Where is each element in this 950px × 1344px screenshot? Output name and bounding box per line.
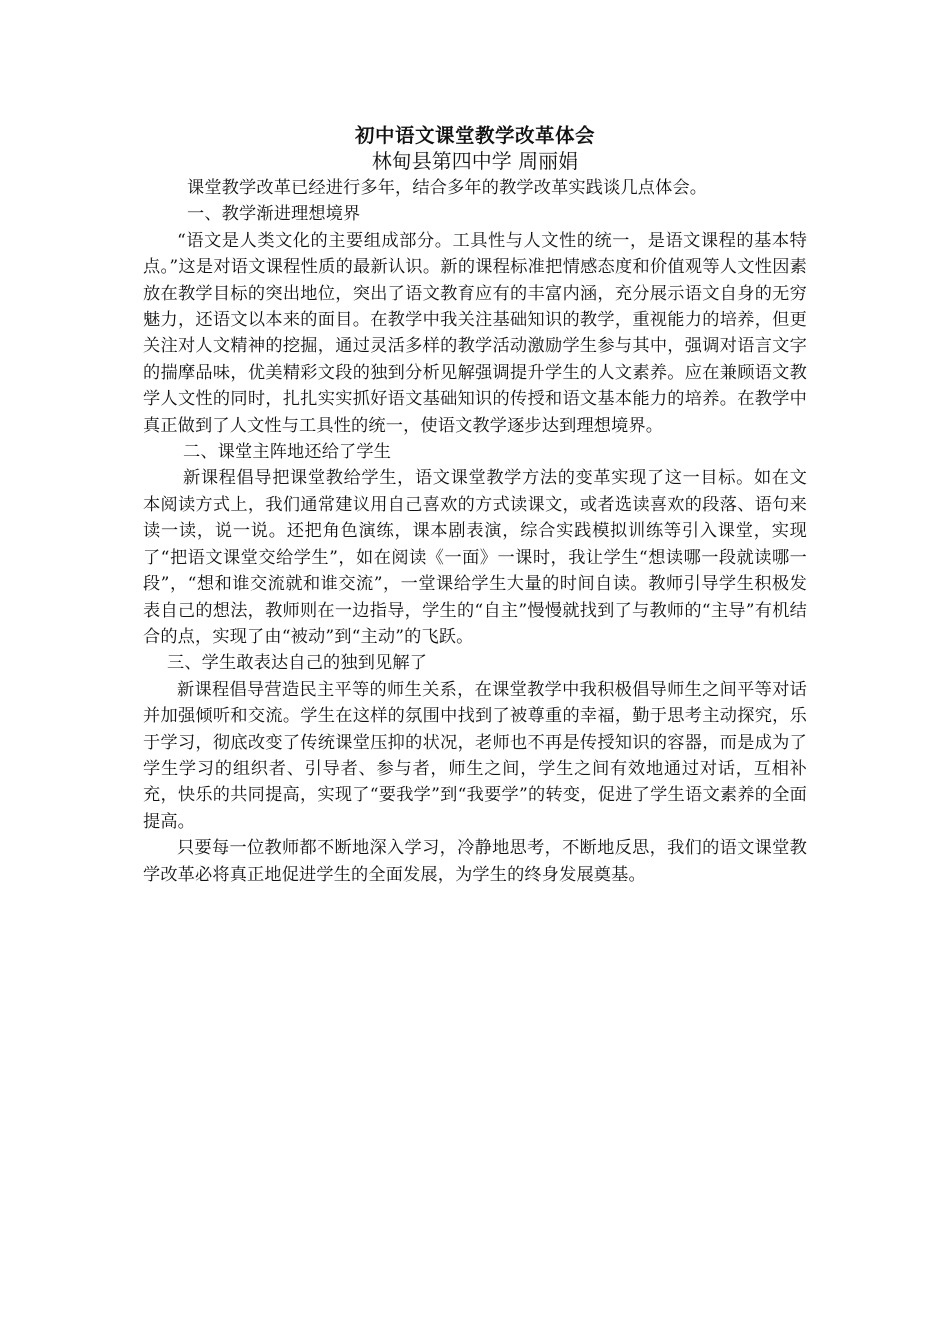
section-3-heading: 三、学生敢表达自己的独到见解了: [167, 653, 428, 674]
section-1-heading: 一、教学渐进理想境界: [187, 204, 361, 225]
section-3-body: 新课程倡导营造民主平等的师生关系，在课堂教学中我积极倡导师生之间平等对话并加强倾听和交流。学生在这样的氛围中找到了被尊重的幸福，勤于思考主动探究，乐于学习，彻底改变了传统课堂压抑的状况，老师也不再是传授知识的容器，而是成为了学生学习的组织者、引导者、参与者，师生之间，学生之间有效地通过对话，互相补充，快乐的共同提高，实现了“要我学”到“我要学”的转变，促进了学生语文素养的全面提高。: [143, 679, 807, 832]
closing-paragraph: 只要每一位教师都不断地深入学习，冷静地思考，不断地反思，我们的语文课堂教学改革必将真正地促进学生的全面发展，为学生的终身发展奠基。: [143, 838, 807, 885]
intro-paragraph: 课堂教学改革已经进行多年，结合多年的教学改革实践谈几点体会。: [187, 178, 708, 198]
document-author: 林甸县第四中学 周丽娟: [371, 149, 579, 173]
section-2-body: 新课程倡导把课堂教给学生，语文课堂教学方法的变革实现了这一目标。如在文本阅读方式上，我们通常建议用自己喜欢的方式读课文，或者选读喜欢的段落、语句来读一读，说一说。还把角色演练，课本剧表演，综合实践模拟训练等引入课堂，实现了“把语文课堂交给学生”，如在阅读《一面》一课时，我让学生“想读哪一段就读哪一段”，“想和谁交流就和谁交流”，一堂课给学生大量的时间自读。教师引导学生积极发表自己的想法，教师则在一边指导，学生的“自主”慢慢就找到了与教师的“主导”有机结合的点，实现了由“被动”到“主动”的飞跃。: [143, 468, 807, 647]
section-1-body: “语文是人类文化的主要组成部分。工具性与人文性的统一，是语文课程的基本特点。”这是对语文课程性质的最新认识。新的课程标准把情感态度和价值观等人文性因素放在教学目标的突出地位，突出了语文教育应有的丰富内涵，充分展示语文自身的无穷魅力，还语文以本来的面目。在教学中我关注基础知识的教学，重视能力的培养，但更关注对人文精神的挖掘，通过灵活多样的教学活动激励学生参与其中，强调对语言文字的揣摩品味，优美精彩文段的独到分析见解强调提升学生的人文素养。应在兼顾语文教学人文性的同时，扎扎实实抓好语文基础知识的传授和语文基本能力的培养。在教学中真正做到了人文性与工具性的统一，使语文教学逐步达到理想境界。: [143, 230, 807, 436]
document-content: [143, 122, 807, 888]
document-title: 初中语文课堂教学改革体会: [354, 124, 595, 147]
section-2-heading: 二、课堂主阵地还给了学生: [183, 442, 392, 463]
